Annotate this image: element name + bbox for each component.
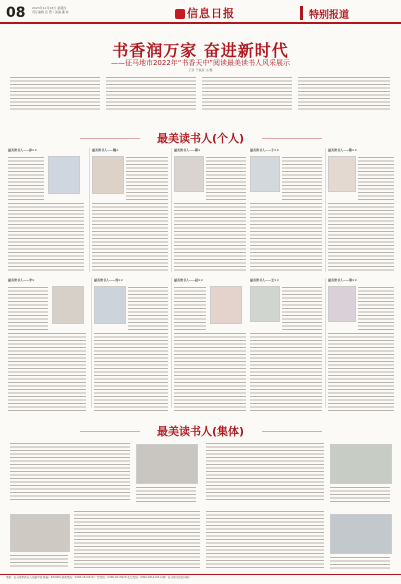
- intro-column-3: [202, 76, 292, 110]
- profile-text: [128, 286, 168, 330]
- profile-label: 最美读书人——陈××: [328, 148, 358, 152]
- column-divider: [325, 278, 326, 408]
- profile-body: [8, 332, 86, 412]
- collective-caption: [10, 554, 68, 568]
- article-title: 书香润万家 奋进新时代: [112, 41, 289, 60]
- issue-meta: [32, 6, 152, 14]
- page-number: 08: [6, 5, 26, 21]
- footer-text: 地址：征马地市新区人民路中段 邮编：463000 新闻热线：0396-2813616 广告热线：0396-2813926 发行热线：0396-2814103 印刷：征马地日报社印刷厂: [6, 576, 192, 579]
- profile-label: 最美读书人——周××: [328, 278, 358, 282]
- newspaper-logo: [175, 5, 245, 19]
- profile-label: 最美读书人——郭×: [174, 148, 201, 152]
- profile-label: 最美读书人——王××: [250, 278, 280, 282]
- collective-block: [206, 442, 392, 502]
- profile-text: [358, 156, 394, 200]
- profile-photo: [174, 156, 204, 192]
- collective-text: [74, 510, 200, 570]
- collective-block: [10, 442, 200, 502]
- profile-text: [8, 156, 44, 200]
- intro-column-4: [298, 76, 390, 110]
- issue-editor: 责任编辑 张 慧 / 美编 潘 林: [32, 10, 69, 14]
- profile-text: [126, 156, 168, 200]
- section-heading-collective: 最美读书人(集体): [156, 425, 245, 438]
- profile-card: [8, 148, 86, 152]
- profile-body: [174, 332, 246, 412]
- profile-body: [94, 332, 168, 412]
- collective-caption: [330, 486, 390, 502]
- profile-card: [94, 278, 168, 282]
- intro-column-1: [10, 76, 100, 110]
- profile-label: 最美读书人——赵××: [174, 278, 204, 282]
- profile-label: 最美读书人——孙××: [8, 148, 38, 152]
- header-divider: [0, 22, 401, 24]
- footer-rule: [0, 574, 401, 575]
- profile-body: [328, 332, 394, 412]
- section-rule-right: [262, 431, 322, 432]
- profile-body: [328, 202, 394, 272]
- profile-label: 最美读书人——魏×: [92, 148, 119, 152]
- article-subtitle: ——征马地市2022年“书香天中”阅读最美读书人风采展示: [110, 59, 291, 67]
- collective-photo: [330, 514, 392, 554]
- profile-text: [206, 156, 246, 200]
- profile-label: 最美读书人——刘××: [94, 278, 124, 282]
- profile-photo: [94, 286, 126, 324]
- issue-date: 2023年11月23日 星期四: [32, 6, 67, 10]
- profile-text: [282, 156, 322, 200]
- profile-photo: [92, 156, 124, 194]
- profile-body: [174, 202, 246, 272]
- column-divider: [171, 148, 172, 272]
- collective-photo: [10, 514, 70, 552]
- profile-label: 最美读书人——李×: [8, 278, 35, 282]
- profile-photo: [250, 286, 280, 322]
- collective-photo: [136, 444, 198, 484]
- collective-block: [206, 510, 392, 570]
- profile-photo: [48, 156, 80, 194]
- collective-block: [10, 510, 200, 570]
- section-heading-individual: 最美读书人(个人): [156, 132, 245, 145]
- profile-photo: [210, 286, 242, 324]
- newspaper-name: 信息日报: [187, 7, 235, 20]
- profile-card: [250, 148, 322, 152]
- profile-photo: [52, 286, 84, 324]
- collective-caption: [330, 556, 390, 570]
- profile-card: [250, 278, 322, 282]
- profile-photo: [328, 156, 356, 192]
- profile-text: [282, 286, 322, 330]
- column-divider: [89, 148, 90, 272]
- profile-card: [328, 278, 394, 282]
- article-byline: 记者 于福森 文/摄: [188, 68, 213, 72]
- profile-text: [358, 286, 394, 330]
- intro-column-2: [106, 76, 196, 110]
- profile-body: [250, 202, 322, 272]
- column-divider: [325, 148, 326, 272]
- profile-card: [8, 278, 88, 282]
- section-label: 特别报道: [300, 6, 401, 20]
- profile-body: [250, 332, 322, 412]
- profile-text: [8, 286, 48, 330]
- profile-body: [8, 202, 84, 272]
- collective-text: [206, 442, 324, 502]
- profile-card: [174, 148, 246, 152]
- seal-icon: [175, 9, 185, 19]
- column-divider: [91, 278, 92, 408]
- section-rule-right: [262, 138, 322, 139]
- collective-caption: [136, 486, 196, 502]
- profile-text: [174, 286, 206, 330]
- profile-card: [328, 148, 394, 152]
- profile-label: 最美读书人——于××: [250, 148, 280, 152]
- collective-text: [10, 442, 130, 502]
- collective-text: [206, 510, 324, 570]
- profile-photo: [328, 286, 356, 322]
- collective-photo: [330, 444, 392, 484]
- profile-card: [92, 148, 168, 152]
- profile-body: [92, 202, 168, 272]
- column-divider: [171, 278, 172, 408]
- profile-card: [174, 278, 246, 282]
- profile-photo: [250, 156, 280, 192]
